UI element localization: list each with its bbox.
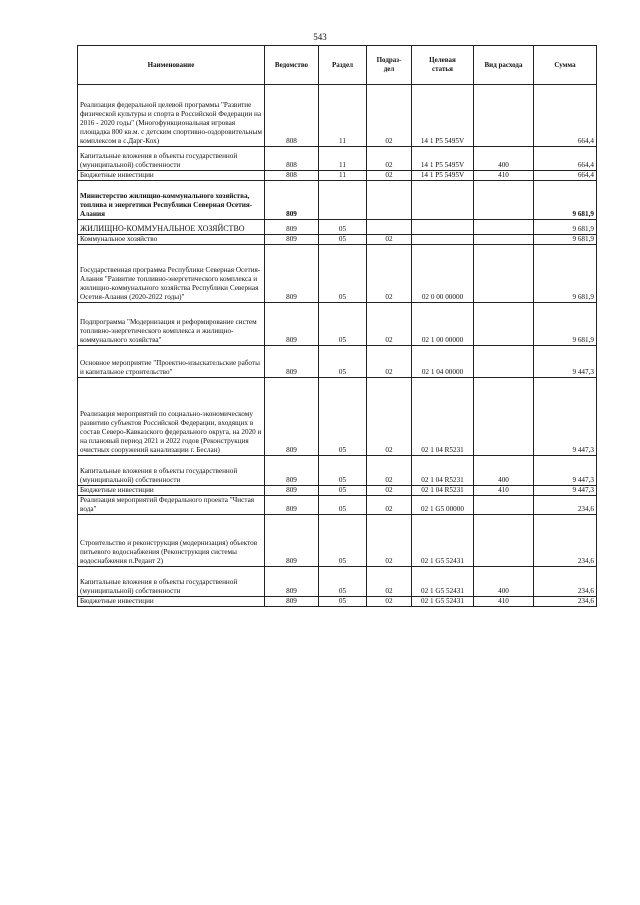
row-subsection: 02 [367, 378, 412, 456]
table-row [78, 567, 597, 597]
table-row [78, 85, 597, 147]
row-subsection: 02 [367, 597, 412, 607]
row-expense [474, 85, 534, 147]
row-expense [474, 346, 534, 378]
row-expense [474, 303, 534, 346]
row-expense: 410 [474, 171, 534, 181]
row-section: 05 [319, 456, 367, 486]
row-target: 02 1 04 00000 [412, 346, 474, 378]
row-subsection: 02 [367, 496, 412, 515]
row-target: 14 1 P5 5495V [412, 85, 474, 147]
row-sum: 9 681,9 [534, 303, 597, 346]
row-section: 05 [319, 597, 367, 607]
row-subsection: 02 [367, 346, 412, 378]
row-name: Коммунальное хозяйство [78, 235, 265, 245]
row-dept: 809 [265, 235, 319, 245]
row-target: 02 0 00 00000 [412, 245, 474, 303]
row-dept: 808 [265, 147, 319, 171]
row-section: 11 [319, 171, 367, 181]
row-section [319, 181, 367, 220]
table-row [78, 303, 597, 346]
row-subsection: 02 [367, 303, 412, 346]
row-sum: 9 681,9 [534, 235, 597, 245]
row-sum: 9 447,3 [534, 486, 597, 496]
row-name: Капитальные вложения в объекты государственной (муниципальной) собственности [78, 147, 265, 171]
row-expense [474, 245, 534, 303]
table-row [78, 515, 597, 567]
row-dept: 809 [265, 245, 319, 303]
row-dept: 809 [265, 496, 319, 515]
row-name: Министерство жилищно-коммунального хозяйства, топлива и энергетики Республики Северная Осетия-Алания [78, 181, 265, 220]
row-sum: 9 681,9 [534, 181, 597, 220]
header-sum: Сумма [534, 46, 597, 85]
row-expense [474, 235, 534, 245]
row-subsection: 02 [367, 456, 412, 486]
row-dept: 809 [265, 220, 319, 235]
row-dept: 809 [265, 515, 319, 567]
row-dept: 809 [265, 486, 319, 496]
row-name: Основное мероприятие "Проектно-изыскательские работы и капитальное строительство" [78, 346, 265, 378]
table-row [78, 245, 597, 303]
row-section: 11 [319, 85, 367, 147]
row-sum: 664,4 [534, 171, 597, 181]
row-subsection: 02 [367, 85, 412, 147]
row-target: 02 1 04 R5231 [412, 456, 474, 486]
header-name: Наименование [78, 46, 265, 85]
row-dept: 809 [265, 303, 319, 346]
row-subsection: 02 [367, 486, 412, 496]
row-dept: 808 [265, 171, 319, 181]
row-target: 14 1 P5 5495V [412, 171, 474, 181]
row-subsection [367, 220, 412, 235]
budget-table [77, 45, 597, 607]
row-dept: 808 [265, 85, 319, 147]
row-name: Бюджетные инвестиции [78, 597, 265, 607]
row-expense: 400 [474, 456, 534, 486]
table-row [78, 220, 597, 235]
row-expense: 410 [474, 597, 534, 607]
row-subsection: 02 [367, 171, 412, 181]
row-sum: 234,6 [534, 515, 597, 567]
row-sum: 9 681,9 [534, 245, 597, 303]
row-name: Капитальные вложения в объекты государственной (муниципальной) собственности [78, 456, 265, 486]
row-section: 11 [319, 147, 367, 171]
row-section: 05 [319, 303, 367, 346]
header-target: Целевая статья [412, 46, 474, 85]
row-sum: 9 447,3 [534, 346, 597, 378]
row-target: 14 1 P5 5495V [412, 147, 474, 171]
row-section: 05 [319, 515, 367, 567]
row-dept: 809 [265, 597, 319, 607]
table-row [78, 597, 597, 607]
row-subsection: 02 [367, 245, 412, 303]
table-row [78, 147, 597, 171]
row-section: 05 [319, 567, 367, 597]
row-name: Капитальные вложения в объекты государственной (муниципальной) собственности [78, 567, 265, 597]
row-name: Подпрограмма "Модернизация и реформирование систем топливно-энергетического комплекса и жилищно-коммунального хозяйства" [78, 303, 265, 346]
row-name: Реализация федеральной целевой программы "Развитие физической культуры и спорта в Российской Федерации на 2016 - 2020 годы" (Многофункциональная игровая площадка 800 кв.м. с детским спортивно-оздоровительным комплексом в с.Дарг-Кох) [78, 85, 265, 147]
row-subsection: 02 [367, 567, 412, 597]
table-row [78, 456, 597, 486]
row-section: 05 [319, 486, 367, 496]
row-name: ЖИЛИЩНО-КОММУНАЛЬНОЕ ХОЗЯЙСТВО [78, 220, 265, 235]
row-section: 05 [319, 346, 367, 378]
row-expense [474, 181, 534, 220]
row-expense [474, 378, 534, 456]
row-dept: 809 [265, 567, 319, 597]
row-sum: 664,4 [534, 85, 597, 147]
row-section: 05 [319, 220, 367, 235]
row-target [412, 181, 474, 220]
row-expense: 400 [474, 147, 534, 171]
row-expense [474, 220, 534, 235]
row-expense: 410 [474, 486, 534, 496]
row-name: Строительство и реконструкция (модернизация) объектов питьевого водоснабжения (Реконструкция системы водоснабжения п.Редант 2) [78, 515, 265, 567]
row-target: 02 1 00 00000 [412, 303, 474, 346]
row-sum: 9 447,3 [534, 456, 597, 486]
table-row [78, 346, 597, 378]
row-name: Реализация мероприятий по социально-экономическому развитию субъектов Российской Федерации, входящих в состав Северо-Кавказского федерального округа, на 2020 и на плановый период 2021 и 2022 годов (Реконструкция очистных сооружений канализации г. Беслан) [78, 378, 265, 456]
row-target: 02 1 04 R5231 [412, 378, 474, 456]
row-name: Бюджетные инвестиции [78, 486, 265, 496]
row-target: 02 1 04 R5231 [412, 486, 474, 496]
row-dept: 809 [265, 346, 319, 378]
row-target: 02 1 G5 52431 [412, 515, 474, 567]
row-expense: 400 [474, 567, 534, 597]
row-subsection [367, 181, 412, 220]
row-name: Бюджетные инвестиции [78, 171, 265, 181]
table-row [78, 496, 597, 515]
row-name: Реализация мероприятий Федерального проекта "Чистая вода" [78, 496, 265, 515]
row-expense [474, 496, 534, 515]
page-number: 543 [313, 32, 327, 42]
row-target: 02 1 G5 52431 [412, 567, 474, 597]
row-target [412, 235, 474, 245]
header-subsection: Подраз- дел [367, 46, 412, 85]
row-section: 05 [319, 378, 367, 456]
table-row [78, 378, 597, 456]
row-sum: 234,6 [534, 597, 597, 607]
row-sum: 9 681,9 [534, 220, 597, 235]
row-section: 05 [319, 496, 367, 515]
header-dept: Ведомство [265, 46, 319, 85]
header-section: Раздел [319, 46, 367, 85]
row-subsection: 02 [367, 235, 412, 245]
row-subsection: 02 [367, 147, 412, 171]
table-row [78, 171, 597, 181]
row-name: Государственная программа Республики Северная Осетия-Алания "Развитие топливно-энергетического комплекса и жилищно-коммунального хозяйства Республики Северная Осетия-Алания (2020-2022 годы)" [78, 245, 265, 303]
header-row [78, 46, 597, 85]
row-sum: 234,6 [534, 496, 597, 515]
row-dept: 809 [265, 181, 319, 220]
row-target: 02 1 G5 52431 [412, 597, 474, 607]
row-sum: 9 447,3 [534, 378, 597, 456]
row-dept: 809 [265, 456, 319, 486]
table-row [78, 181, 597, 220]
row-dept: 809 [265, 378, 319, 456]
header-expense: Вид расхода [474, 46, 534, 85]
row-target: 02 1 G5 00000 [412, 496, 474, 515]
row-sum: 234,6 [534, 567, 597, 597]
row-section: 05 [319, 235, 367, 245]
row-expense [474, 515, 534, 567]
row-subsection: 02 [367, 515, 412, 567]
table-row [78, 235, 597, 245]
table-row [78, 486, 597, 496]
row-target [412, 220, 474, 235]
row-section: 05 [319, 245, 367, 303]
row-sum: 664,4 [534, 147, 597, 171]
